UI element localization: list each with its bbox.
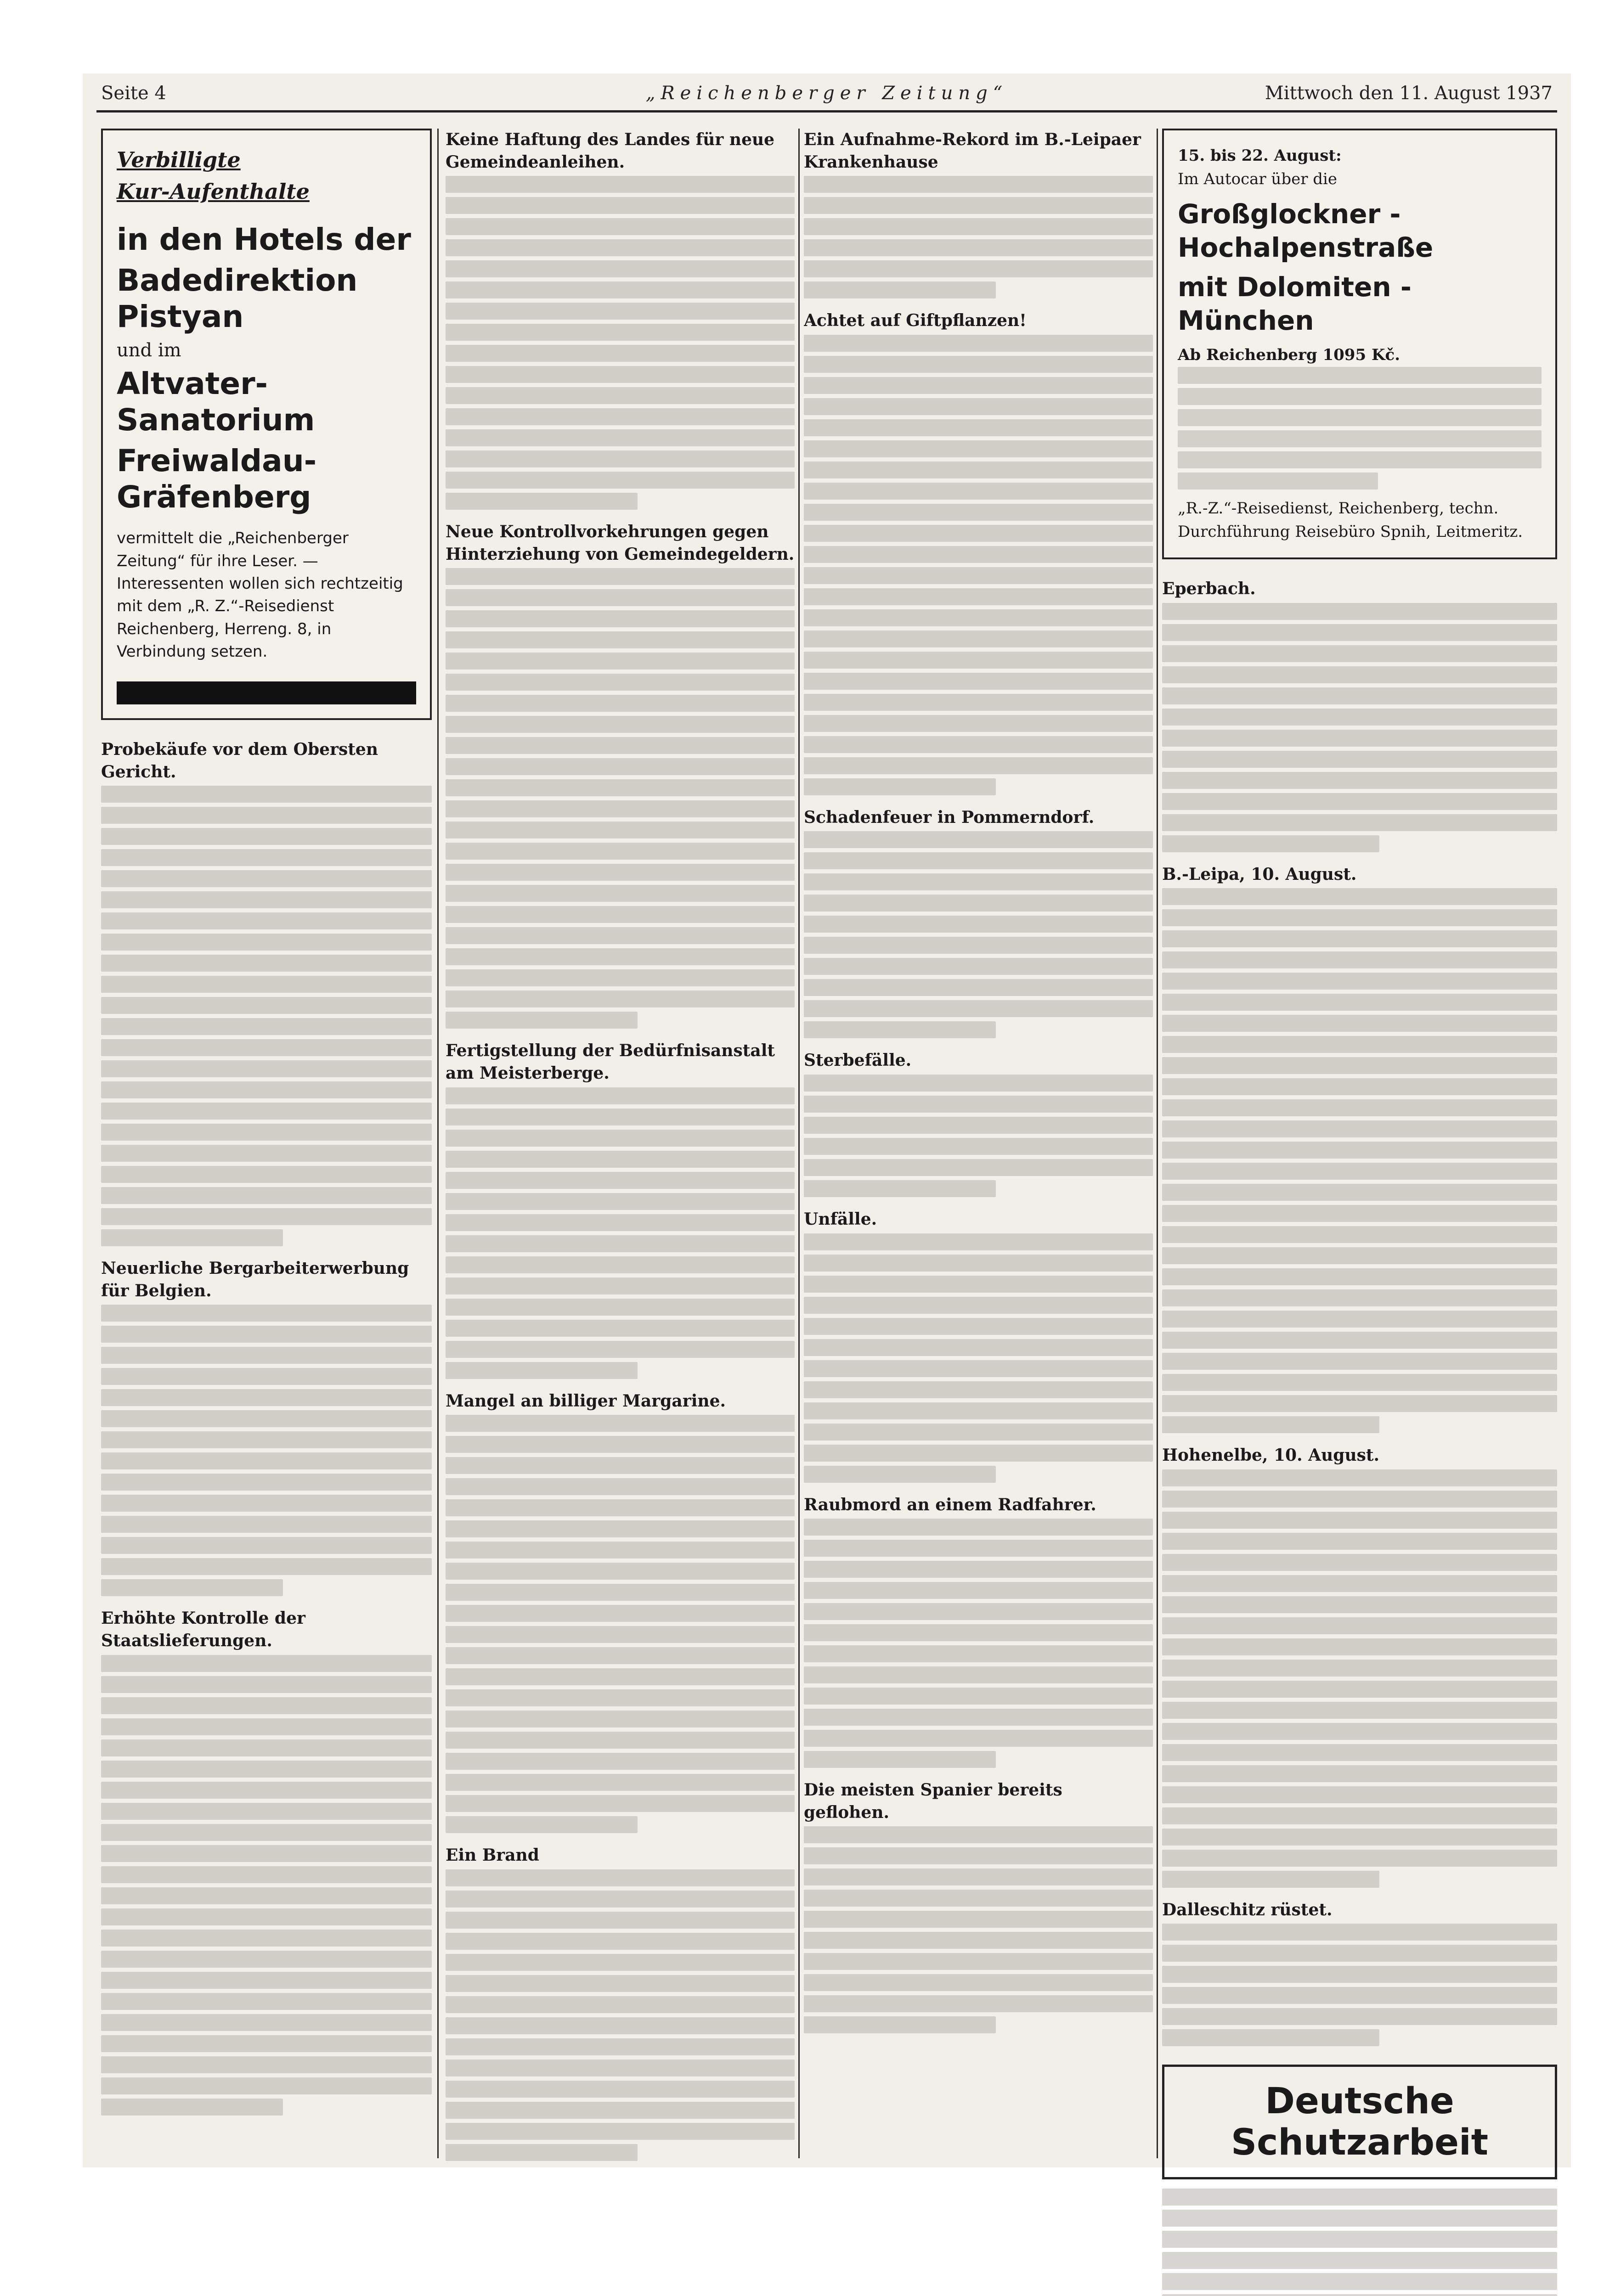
header-rule	[96, 110, 1557, 113]
article	[804, 806, 1153, 1039]
article-headline: Fertigstellung der Bedürfnisanstalt am Meisterberge.	[446, 1041, 775, 1083]
tour-advertisement	[1162, 129, 1557, 559]
article-headline: Neue Kontrollvorkehrungen gegen Hinterziehung von Gemeindegeldern.	[446, 522, 795, 564]
article	[1162, 578, 1557, 852]
tour-headline: Großglockner - Hochalpenstraße	[1178, 198, 1434, 263]
ad-connector: und im	[117, 339, 181, 361]
article-headline: Probekäufe vor dem Obersten Gericht.	[101, 740, 378, 782]
ad-headline: Freiwaldau-Gräfenberg	[117, 443, 317, 515]
article	[804, 1208, 1153, 1483]
article	[1162, 863, 1557, 1434]
article	[101, 738, 432, 1246]
article	[804, 1049, 1153, 1197]
ad-black-bar	[117, 681, 416, 704]
page-label: Seite 4	[101, 83, 166, 104]
article	[446, 1390, 795, 1834]
section-heading: Deutsche Schutzarbeit	[1162, 2065, 1557, 2179]
tour-price: Ab Reichenberg 1095 Kč.	[1178, 346, 1400, 364]
spa-advertisement	[101, 129, 432, 720]
article-headline: Erhöhte Kontrolle der Staatslieferungen.	[101, 1609, 305, 1651]
article-headline: Sterbefälle.	[804, 1051, 912, 1070]
article	[804, 310, 1153, 795]
article-headline: Keine Haftung des Landes für neue Gemeindeanleihen.	[446, 130, 775, 172]
column-divider	[798, 129, 800, 2158]
article-headline: Eperbach.	[1162, 579, 1256, 598]
column-divider	[437, 129, 439, 2158]
article-headline: Mangel an billiger Margarine.	[446, 1391, 726, 1411]
issue-date: Mittwoch den 11. August 1937	[1265, 83, 1553, 104]
tour-intro: Im Autocar über die	[1178, 170, 1338, 188]
article	[1162, 1444, 1557, 1888]
article	[101, 1607, 432, 2115]
article-headline: B.-Leipa, 10. August.	[1162, 864, 1357, 884]
column-2	[446, 129, 795, 2172]
article	[446, 521, 795, 1029]
article-headline: Achtet auf Giftpflanzen!	[804, 311, 1027, 331]
article-headline: Unfälle.	[804, 1209, 877, 1229]
article-headline: Ein Aufnahme-Rekord im B.-Leipaer Krankenhause	[804, 130, 1141, 172]
tour-dates: 15. bis 22. August:	[1178, 146, 1342, 165]
tour-footer: „R.-Z.“-Reisedienst, Reichenberg, techn. Durchführung Reisebüro Spnih, Leitmeritz.	[1178, 499, 1523, 541]
ad-body: vermittelt die „Reichenberger Zeitung“ für ihre Leser. — Interessenten wollen sich rechtzeitig mit dem „R. Z.“-Reisedienst Reichenberg, Herreng. 8, in Verbindung setzen.	[117, 529, 403, 661]
article-headline: Die meisten Spanier bereits geflohen.	[804, 1780, 1062, 1822]
article	[101, 1257, 432, 1596]
article-headline: Neuerliche Bergarbeiterwerbung für Belgien.	[101, 1259, 409, 1300]
article-headline: Schadenfeuer in Pommerndorf.	[804, 807, 1095, 827]
article-headline: Hohenelbe, 10. August.	[1162, 1446, 1380, 1465]
article-headline: Raubmord an einem Radfahrer.	[804, 1495, 1096, 1514]
ad-headline: Altvater-Sanatorium	[117, 366, 315, 438]
article	[804, 129, 1153, 298]
ad-kicker: Kur-Aufenthalte	[117, 179, 310, 204]
article	[1162, 1899, 1557, 2047]
article-headline: Ein Brand	[446, 1846, 539, 1865]
column-4	[1162, 129, 1557, 2296]
column-3	[804, 129, 1153, 2044]
article	[446, 129, 795, 510]
newspaper-title: „Reichenberger Zeitung“	[645, 83, 1008, 104]
column-divider	[1157, 129, 1158, 2158]
article	[804, 1779, 1153, 2033]
article	[446, 1844, 795, 2161]
article	[804, 1494, 1153, 1768]
article	[446, 1040, 795, 1379]
column-1	[101, 129, 432, 2127]
ad-headline: Badedirektion Pistyan	[117, 263, 358, 335]
ad-headline: in den Hotels der	[117, 222, 411, 257]
tour-headline: mit Dolomiten - München	[1178, 271, 1412, 336]
article-headline: Dalleschitz rüstet.	[1162, 1900, 1333, 1919]
newspaper-page	[83, 73, 1571, 2167]
ad-kicker: Verbilligte	[117, 147, 241, 172]
